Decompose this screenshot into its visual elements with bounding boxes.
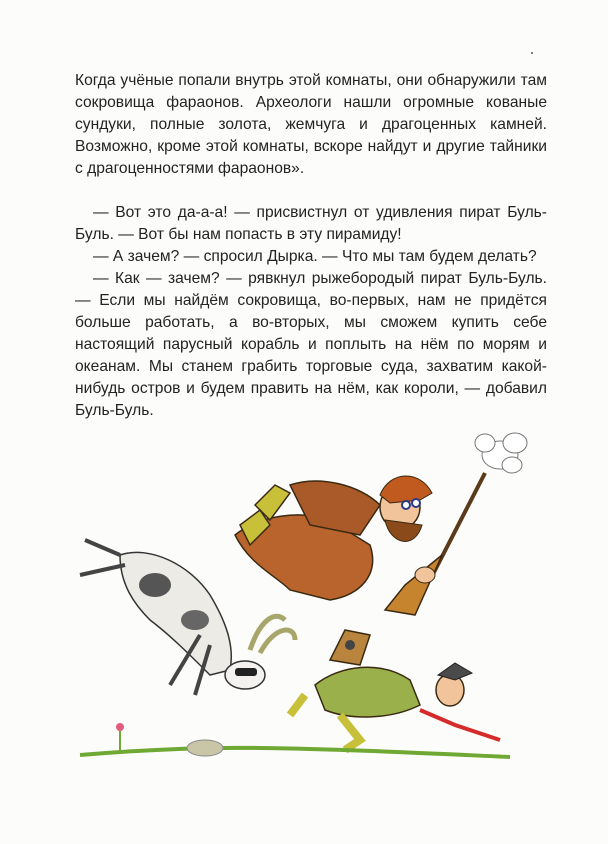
dialogue-line: — Как — зачем? — рявкнул рыжебородый пират Буль-Буль. — Если мы найдём сокровища, во-первых, нам не придётся больше работать, а во-вторых, мы сможем купить себе настоящий парусный корабль и поплыть на нём по морям и океанам. Мы станем грабить торговые суда, захватим какой-нибудь остров и будем править на нём, как короли, — добавил Буль-Буль. xyxy=(75,270,547,419)
grass-ground xyxy=(80,723,510,757)
pirates-and-goat-illustration xyxy=(60,425,530,765)
dialogue-line: — Вот это да-а-а! — присвистнул от удивления пират Буль-Буль. — Вот бы нам попасть в эту пирамиду! xyxy=(75,204,547,243)
narration-paragraph: Когда учёные попали внутрь этой комнаты, они обнаружили там сокровища фараонов. Археологи нашли огромные кованые сундуки, полные золота, жемчуга и драгоценных камней. Возможно, кроме этой комнаты, вскоре найдут и другие тайники с драгоценностями фараонов». xyxy=(75,72,547,177)
gun-smoke xyxy=(475,433,527,473)
story-text xyxy=(75,70,547,422)
pirate-bulbul xyxy=(235,476,435,600)
pirate-dyrka xyxy=(290,630,500,750)
dialogue-line: — А зачем? — спросил Дырка. — Что мы там будем делать? xyxy=(93,248,537,265)
page-mark xyxy=(531,52,533,54)
